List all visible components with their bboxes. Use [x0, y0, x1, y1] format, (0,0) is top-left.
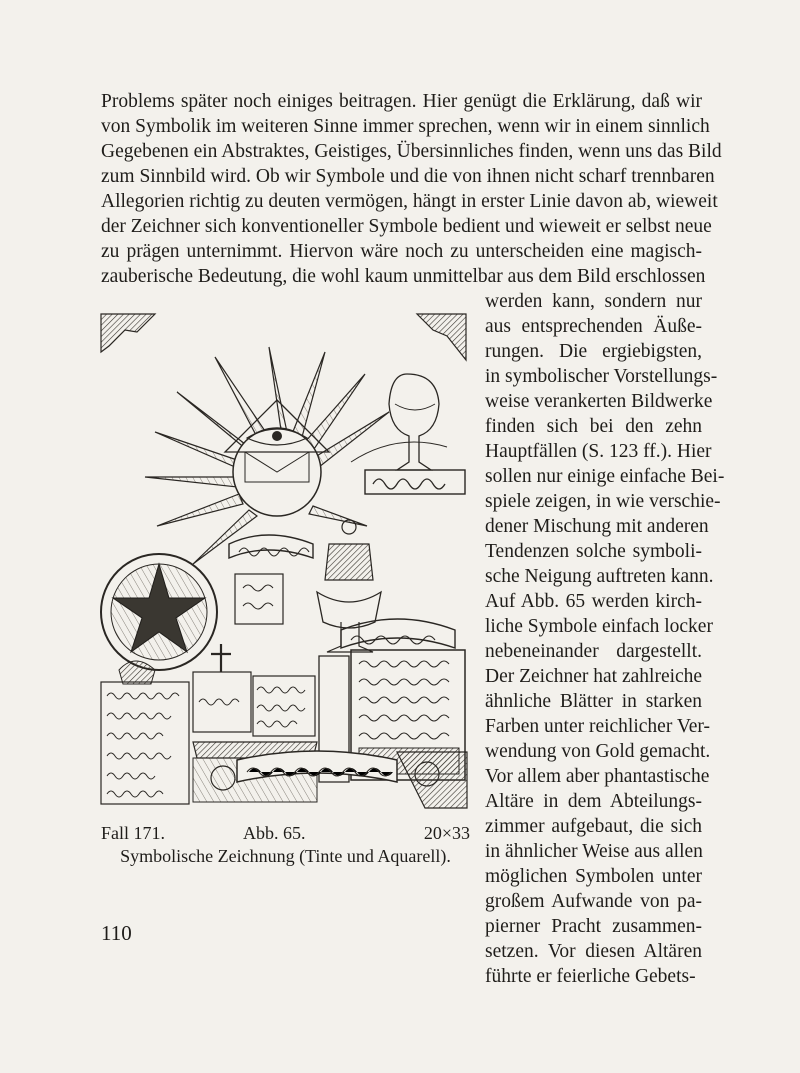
column-line: wendung von Gold gemacht. — [485, 741, 711, 762]
column-line: Tendenzen solche symboli- — [485, 541, 702, 562]
body-line: Gegebenen ein Abstraktes, Geistiges, Übersinnliches finden, wenn uns das Bild — [101, 141, 722, 162]
column-line: Farben unter reichlicher Ver- — [485, 716, 711, 737]
column-line: zimmer aufgebaut, die sich — [485, 816, 702, 837]
column-line: Vor allem aber phantastische — [485, 766, 710, 787]
body-line: zu prägen unternimmt. Hiervon wäre noch zu unterscheiden eine magisch- — [101, 241, 702, 262]
column-line: nebeneinander dargestellt. — [485, 641, 702, 662]
symbolic-drawing-figure — [97, 312, 470, 812]
column-line: Der Zeichner hat zahlreiche — [485, 666, 703, 687]
body-line: zum Sinnbild wird. Ob wir Symbole und die von ihnen nicht scharf trennbaren — [101, 166, 715, 187]
column-line: finden sich bei den zehn — [485, 416, 702, 437]
column-line: möglichen Symbolen unter — [485, 866, 702, 887]
column-line: in symbolischer Vorstellungs- — [485, 366, 718, 387]
page-number: 110 — [101, 921, 132, 945]
column-line: dener Mischung mit anderen — [485, 516, 709, 537]
column-line: sche Neigung auftreten kann. — [485, 566, 714, 587]
body-line: von Symbolik im weiteren Sinne immer sprechen, wenn wir in einem sinnlich — [101, 116, 710, 137]
body-line: zauberische Bedeutung, die wohl kaum unmittelbar aus dem Bild erschlossen — [101, 266, 706, 287]
column-line: weise verankerten Bildwerke — [485, 391, 713, 412]
column-line: spiele zeigen, in wie verschie- — [485, 491, 721, 512]
column-line: ähnliche Blätter in starken — [485, 691, 702, 712]
body-line: Allegorien richtig zu deuten vermögen, hängt in erster Linie davon ab, wieweit — [101, 191, 718, 212]
figure-number: Abb. 65. — [243, 823, 306, 843]
column-line: werden kann, sondern nur — [485, 291, 702, 312]
column-line: führte er feierliche Gebets- — [485, 966, 696, 987]
column-line: in ähnlicher Weise aus allen — [485, 841, 703, 862]
column-line: setzen. Vor diesen Altären — [485, 941, 702, 962]
body-line: der Zeichner sich konventioneller Symbole bedient und wieweit er selbst neue — [101, 216, 712, 237]
column-line: Hauptfällen (S. 123 ff.). Hier — [485, 441, 712, 462]
column-line: Altäre in dem Abteilungs- — [485, 791, 702, 812]
column-line: sollen nur einige einfache Bei- — [485, 466, 725, 487]
column-line: aus entsprechenden Äuße- — [485, 316, 702, 337]
body-line: Problems später noch einiges beitragen. Hier genügt die Erklärung, daß wir — [101, 91, 702, 112]
column-line: großem Aufwande von pa- — [485, 891, 702, 912]
column-line: liche Symbole einfach locker — [485, 616, 713, 637]
column-line: pierner Pracht zusammen- — [485, 916, 702, 937]
case-number: Fall 171. — [101, 823, 166, 843]
column-line: rungen. Die ergiebigsten, — [485, 341, 702, 362]
figure-description: Symbolische Zeichnung (Tinte und Aquarell). — [120, 846, 451, 866]
figure-dimensions: 20×33 — [423, 823, 470, 843]
column-line: Auf Abb. 65 werden kirch- — [485, 591, 702, 612]
